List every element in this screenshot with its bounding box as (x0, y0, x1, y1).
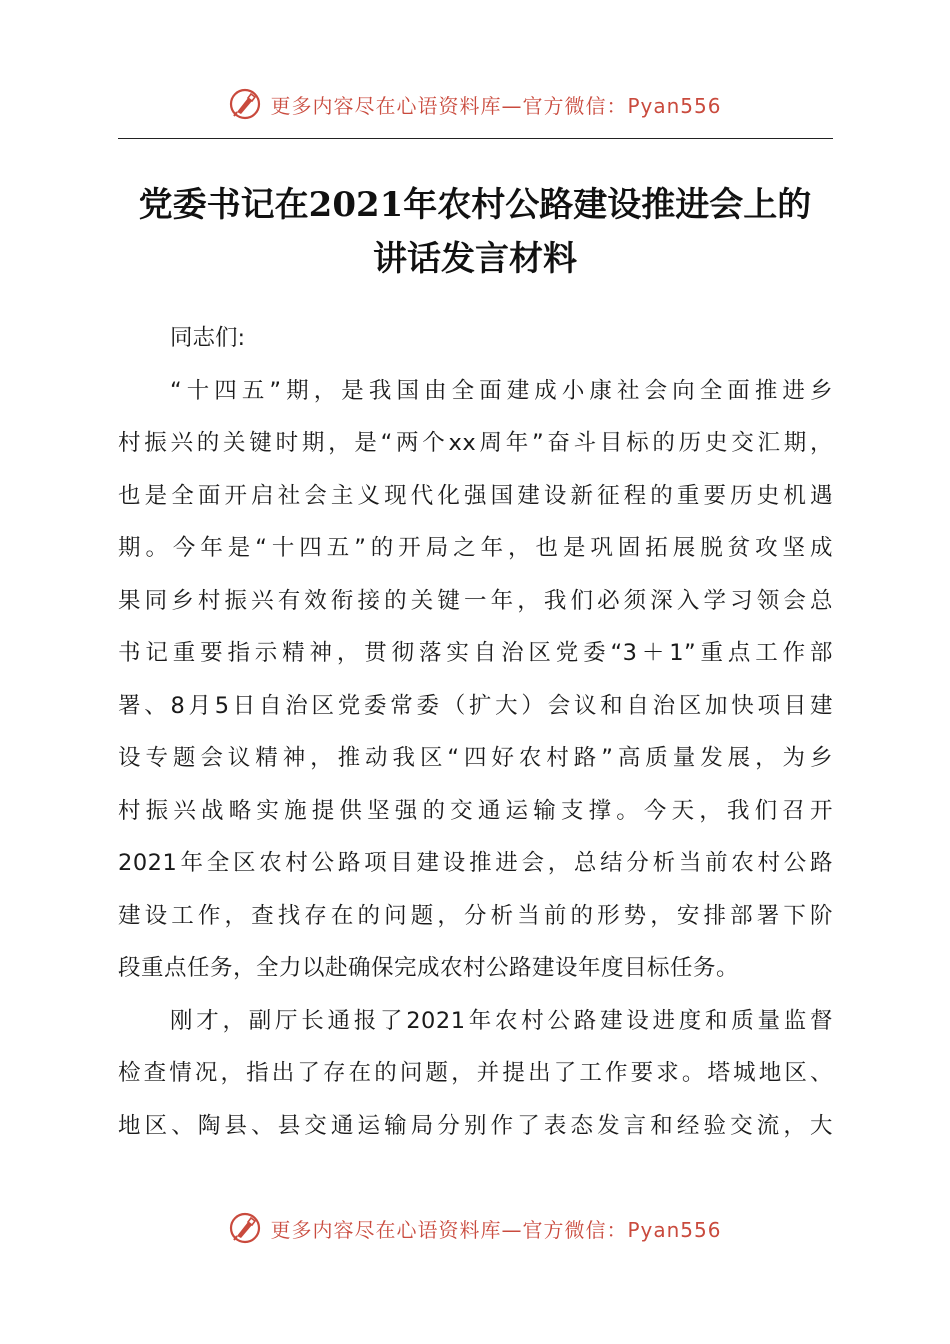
text-line: 检查情况，指出了存在的问题，并提出了工作要求。塔城地区、 (118, 1060, 833, 1086)
header-banner-text: 更多内容尽在心语资料库—官方微信：Pyan556 (270, 93, 722, 118)
pen-nib-logo-icon (228, 1211, 262, 1245)
text-line: 段重点任务，全力以赴确保完成农村公路建设年度目标任务。 (118, 955, 740, 981)
text-line: 书记重要指示精神，贯彻落实自治区党委“3＋1”重点工作部 (118, 640, 833, 666)
document-title (80, 178, 870, 286)
salutation: 同志们: (170, 325, 246, 351)
footer-banner (0, 1208, 950, 1248)
header-banner (0, 84, 950, 124)
title-line: 讲话发言材料 (373, 239, 577, 279)
text-line: 村振兴的关键时期，是“两个xx周年”奋斗目标的历史交汇期， (118, 430, 833, 456)
footer-banner-text: 更多内容尽在心语资料库—官方微信：Pyan556 (270, 1217, 722, 1242)
text-line: 村振兴战略实施提供坚强的交通运输支撑。今天，我们召开 (118, 797, 833, 824)
text-line: 设专题会议精神，推动我区“四好农村路”高质量发展，为乡 (118, 745, 833, 771)
text-line: 建设工作，查找存在的问题，分析当前的形势，安排部署下阶 (118, 902, 833, 929)
title-line: 党委书记在2021年农村公路建设推进会上的 (138, 185, 812, 225)
pen-nib-logo-icon (228, 87, 262, 121)
text-line: 果同乡村振兴有效衔接的关键一年，我们必须深入学习领会总 (118, 587, 833, 614)
text-line: 地区、陶县、县交通运输局分别作了表态发言和经验交流，大 (118, 1112, 833, 1139)
text-line: 2021年全区农村公路项目建设推进会，总结分析当前农村公路 (118, 850, 833, 876)
text-line: 署、8月5日自治区党委常委（扩大）会议和自治区加快项目建 (118, 692, 833, 719)
paragraph (118, 995, 833, 1153)
text-line: 也是全面开启社会主义现代化强国建设新征程的重要历史机遇 (118, 482, 833, 509)
header-divider (118, 138, 833, 139)
text-line: 期。今年是“十四五”的开局之年，也是巩固拓展脱贫攻坚成 (118, 535, 833, 561)
text-line: 刚才，副厅长通报了2021年农村公路建设进度和质量监督 (170, 1007, 833, 1034)
document-body (118, 312, 833, 1152)
paragraph (118, 365, 833, 995)
text-line: “十四五”期，是我国由全面建成小康社会向全面推进乡 (170, 377, 833, 404)
